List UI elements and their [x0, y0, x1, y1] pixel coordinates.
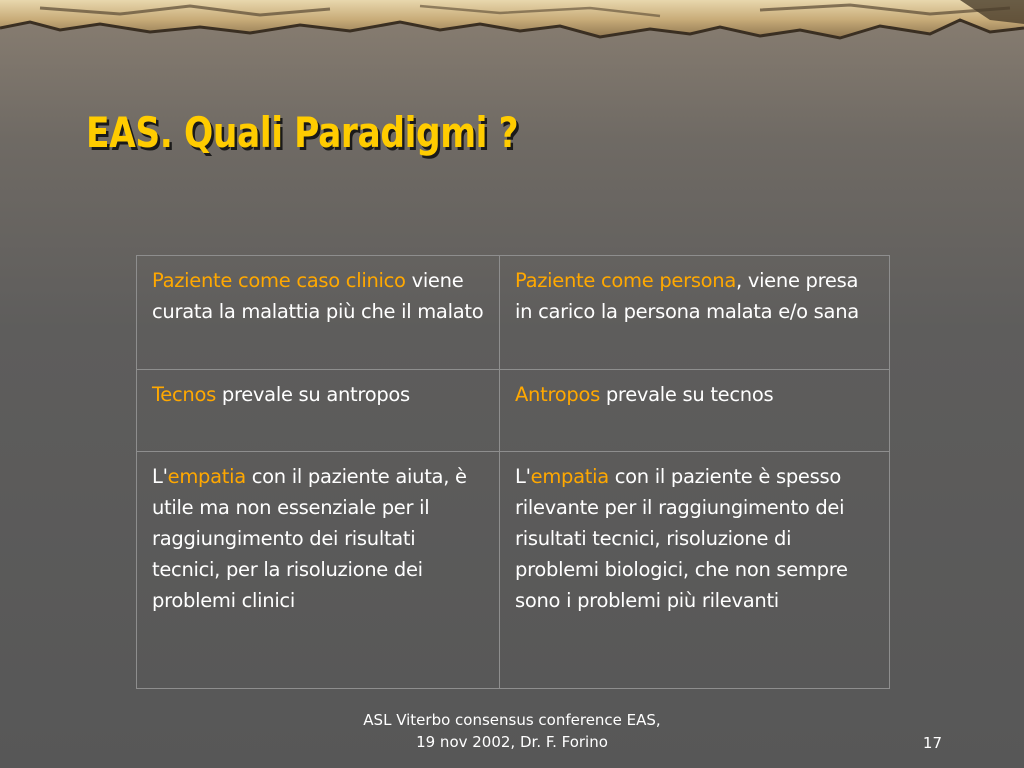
cell-text: con il paziente è spesso rilevante per il raggiungimento dei risultati tecnici, risoluzione di problemi biologici, che non sempre sono i problemi più rilevanti [515, 465, 848, 612]
footer-line-2: 19 nov 2002, Dr. F. Forino [416, 733, 608, 751]
cell-text: , viene presa in carico la persona malata e/o sana [515, 269, 859, 323]
cell-prefix: L' [515, 465, 531, 488]
highlight-text: Tecnos [152, 383, 216, 406]
slide-title: EAS. Quali Paradigmi ? [86, 108, 519, 157]
cell-text: prevale su antropos [215, 383, 410, 406]
page-number: 17 [922, 734, 942, 752]
paradigm-table [136, 255, 890, 689]
cell-text: con il paziente aiuta, è utile ma non essenziale per il raggiungimento dei risultati tecnici, per la risoluzione dei problemi clinici [152, 465, 467, 612]
table-row [137, 370, 890, 452]
table-cell [137, 370, 500, 452]
cell-prefix: L' [152, 465, 168, 488]
highlight-text: Paziente come persona [515, 269, 737, 292]
table-cell [137, 452, 500, 689]
highlight-text: Antropos [515, 383, 600, 406]
footer-line-1: ASL Viterbo consensus conference EAS, [363, 711, 661, 729]
table-cell [137, 256, 500, 370]
highlight-text: empatia [167, 465, 246, 488]
cell-text: prevale su tecnos [599, 383, 774, 406]
decorative-banner [0, 0, 1024, 44]
table-cell [500, 452, 890, 689]
table-row [137, 452, 890, 689]
slide-footer [300, 709, 724, 753]
cell-text: viene curata la malattia più che il malato [152, 269, 484, 323]
highlight-text: empatia [530, 465, 609, 488]
highlight-text: Paziente come caso clinico [152, 269, 406, 292]
table-cell [500, 370, 890, 452]
table-cell [500, 256, 890, 370]
table-row [137, 256, 890, 370]
